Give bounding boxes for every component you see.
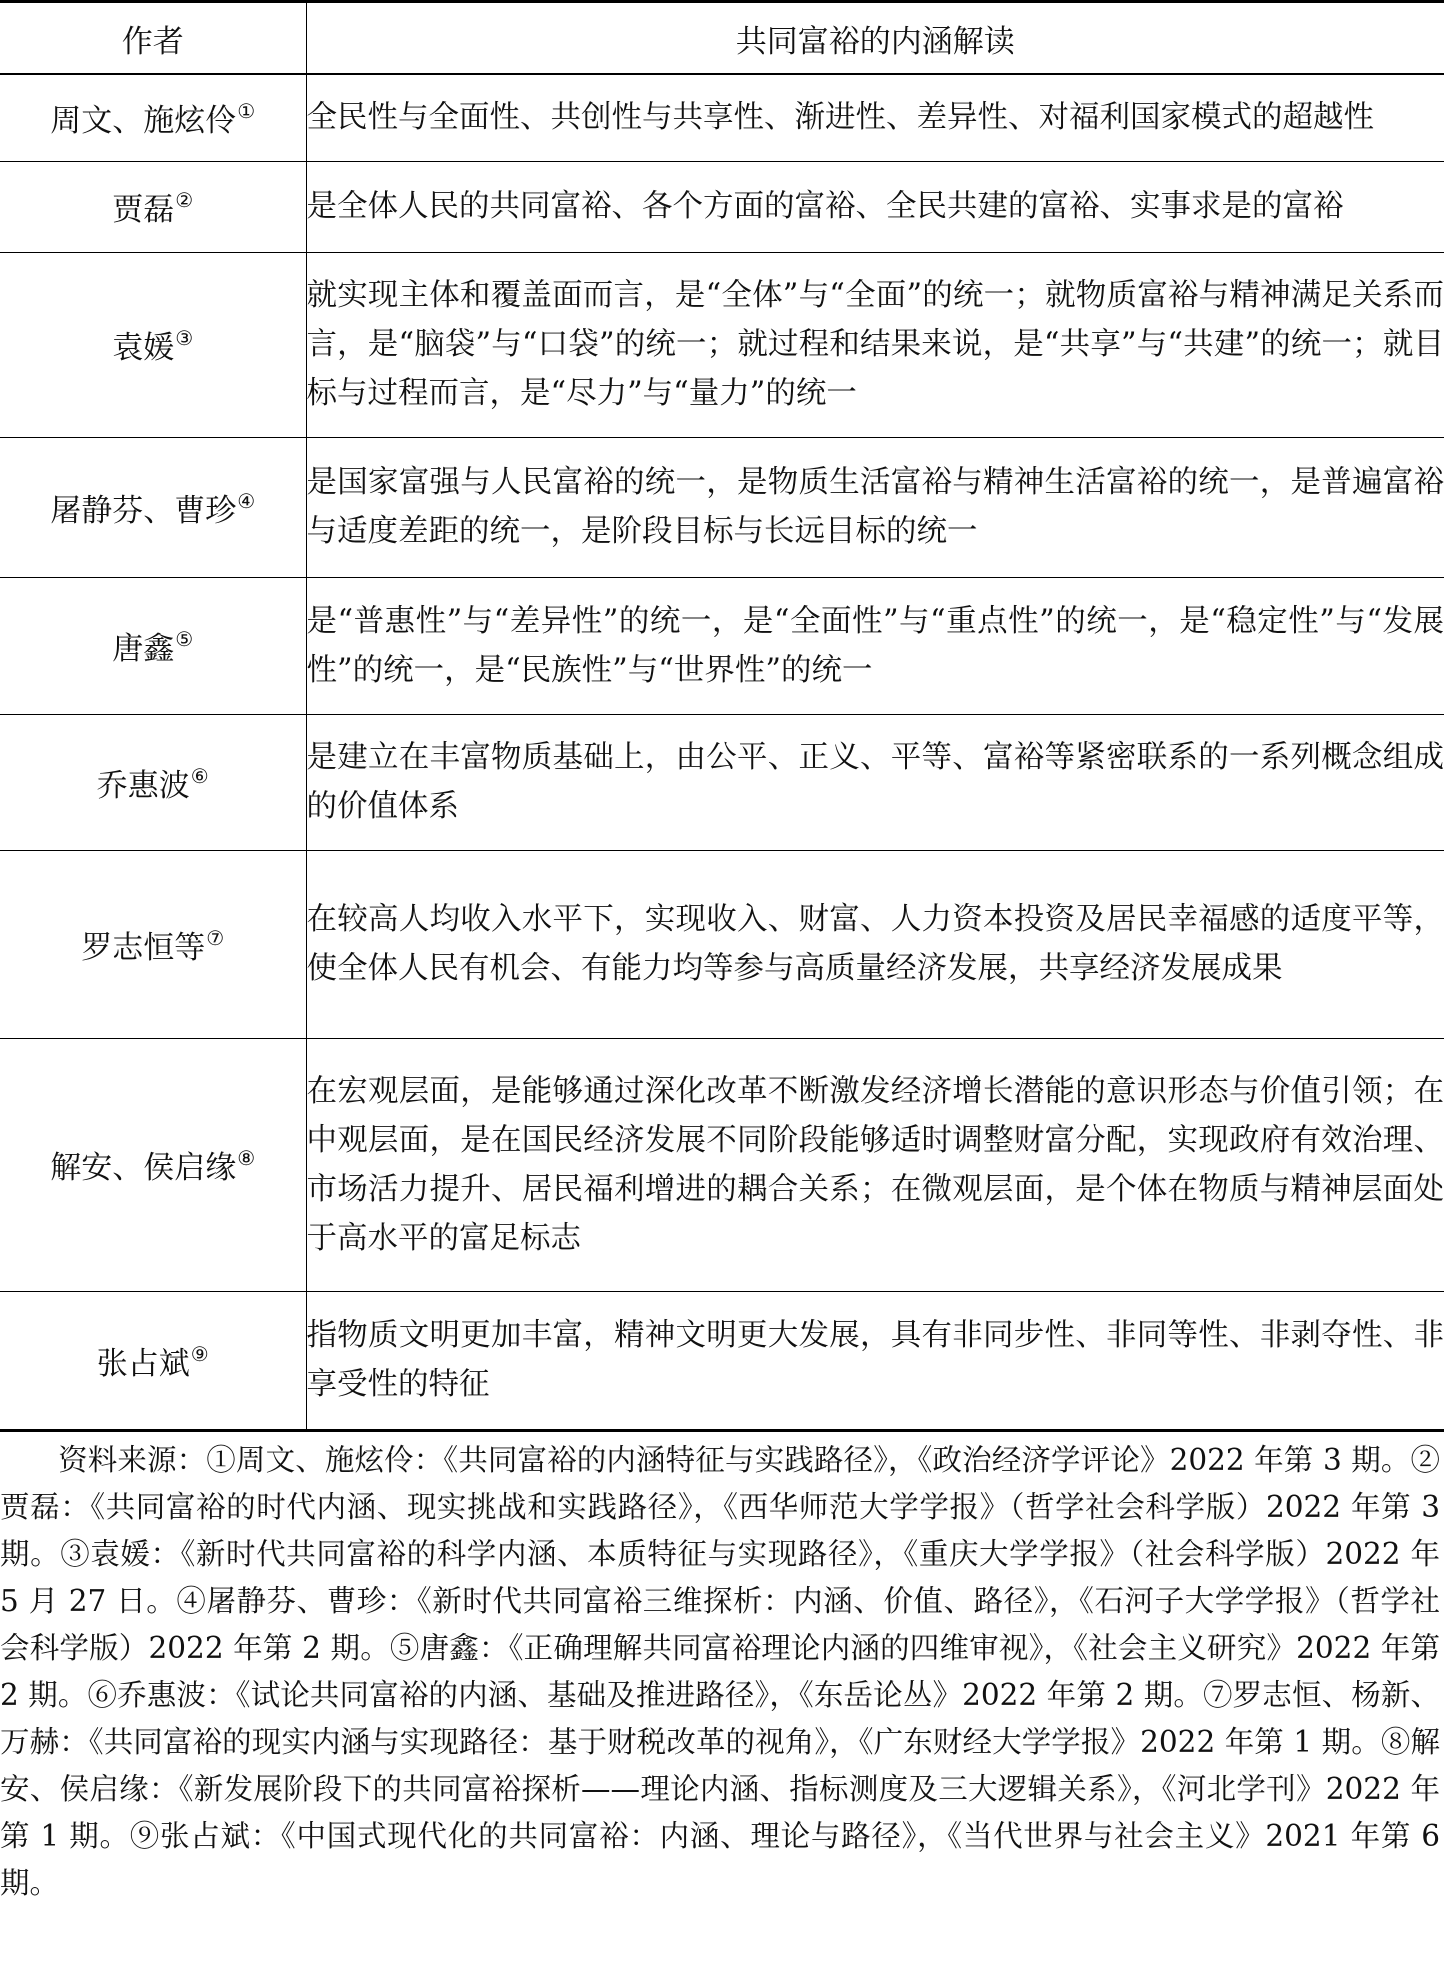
table-row xyxy=(0,252,1444,437)
author-name: 袁媛 xyxy=(112,330,175,366)
content-cell: 是国家富强与人民富裕的统一，是物质生活富裕与精神生活富裕的统一，是普遍富裕与适度差距的统一，是阶段目标与长远目标的统一 xyxy=(306,437,1444,577)
author-cell xyxy=(0,1038,306,1291)
header-content: 共同富裕的内涵解读 xyxy=(306,2,1444,75)
table-row xyxy=(0,714,1444,850)
author-cell xyxy=(0,1291,306,1430)
header-author: 作者 xyxy=(0,2,306,75)
table-header-row xyxy=(0,2,1444,75)
author-cell xyxy=(0,850,306,1038)
table-row xyxy=(0,850,1444,1038)
table-row xyxy=(0,161,1444,252)
author-name: 乔惠波 xyxy=(96,767,190,804)
content-cell: 在较高人均收入水平下，实现收入、财富、人力资本投资及居民幸福感的适度平等，使全体人民有机会、有能力均等参与高质量经济发展，共享经济发展成果 xyxy=(306,850,1444,1038)
content-cell: 是“普惠性”与“差异性”的统一，是“全面性”与“重点性”的统一，是“稳定性”与“发展性”的统一，是“民族性”与“世界性”的统一 xyxy=(306,577,1444,714)
author-cell xyxy=(0,252,306,437)
table-row xyxy=(0,437,1444,577)
content-cell: 在宏观层面，是能够通过深化改革不断激发经济增长潜能的意识形态与价值引领；在中观层面，是在国民经济发展不同阶段能够适时调整财富分配，实现政府有效治理、市场活力提升、居民福利增进的耦合关系；在微观层面，是个体在物质与精神层面处于高水平的富足标志 xyxy=(306,1038,1444,1291)
footnote-marker: ⑧ xyxy=(237,1146,256,1170)
content-cell: 指物质文明更加丰富，精神文明更大发展，具有非同步性、非同等性、非剥夺性、非享受性的特征 xyxy=(306,1291,1444,1430)
content-cell: 是全体人民的共同富裕、各个方面的富裕、全民共建的富裕、实事求是的富裕 xyxy=(306,161,1444,252)
content-cell: 就实现主体和覆盖面而言，是“全体”与“全面”的统一；就物质富裕与精神满足关系而言，是“脑袋”与“口袋”的统一；就过程和结果来说，是“共享”与“共建”的统一；就目标与过程而言，是“尽力”与“量力”的统一 xyxy=(306,252,1444,437)
table-row xyxy=(0,1038,1444,1291)
author-name: 唐鑫 xyxy=(112,631,175,667)
author-cell xyxy=(0,74,306,161)
content-cell: 是建立在丰富物质基础上，由公平、正义、平等、富裕等紧密联系的一系列概念组成的价值体系 xyxy=(306,714,1444,850)
footnote-marker: ③ xyxy=(175,326,194,350)
table-row xyxy=(0,74,1444,161)
footnote-marker: ② xyxy=(175,188,194,212)
author-name: 周文、施炫伶 xyxy=(50,103,237,140)
footnote-marker: ④ xyxy=(237,488,256,513)
table-row xyxy=(0,577,1444,714)
table-row xyxy=(0,1291,1444,1430)
author-name: 解安、侯启缘 xyxy=(50,1150,237,1186)
author-cell xyxy=(0,714,306,850)
author-name: 贾磊 xyxy=(112,192,175,228)
content-cell: 全民性与全面性、共创性与共享性、渐进性、差异性、对福利国家模式的超越性 xyxy=(306,74,1444,161)
author-cell xyxy=(0,437,306,577)
source-note xyxy=(0,1437,1444,1907)
author-name: 罗志恒等 xyxy=(81,929,206,966)
source-note-text: 资料来源：①周文、施炫伶：《共同富裕的内涵特征与实践路径》，《政治经济学评论》2022 年第 3 期。②贾磊：《共同富裕的时代内涵、现实挑战和实践路径》，《西华师范大学学报》（哲学社会科学版）2022 年第 3 期。③袁媛：《新时代共同富裕的科学内涵、本质特征与实现路径》，《重庆大学学报》（社会科学版）2022 年 5 月 27 日。④屠静芬、曹珍：《新时代共同富裕三维探析：内涵、价值、路径》，《石河子大学学报》（哲学社会科学版）2022 年第 2 期。⑤唐鑫：《正确理解共同富裕理论内涵的四维审视》，《社会主义研究》2022 年第 2 期。⑥乔惠波：《试论共同富裕的内涵、基础及推进路径》，《东岳论丛》2022 年第 2 期。⑦罗志恒、杨新、万赫：《共同富裕的现实内涵与实现路径：基于财税改革的视角》，《广东财经大学学报》2022 年第 1 期。⑧解安、侯启缘：《新发展阶段下的共同富裕探析——理论内涵、指标测度及三大逻辑关系》，《河北学刊》2022 年第 1 期。⑨张占斌：《中国式现代化的共同富裕：内涵、理论与路径》，《当代世界与社会主义》2021 年第 6 期。 xyxy=(0,1442,1440,1900)
footnote-marker: ⑨ xyxy=(190,1341,209,1366)
footnote-marker: ⑥ xyxy=(190,763,209,788)
author-name: 张占斌 xyxy=(96,1345,190,1382)
author-cell xyxy=(0,161,306,252)
footnote-marker: ① xyxy=(237,99,256,124)
footnote-marker: ⑤ xyxy=(175,627,194,651)
author-cell xyxy=(0,577,306,714)
author-name: 屠静芬、曹珍 xyxy=(50,492,237,529)
footnote-marker: ⑦ xyxy=(206,925,225,950)
